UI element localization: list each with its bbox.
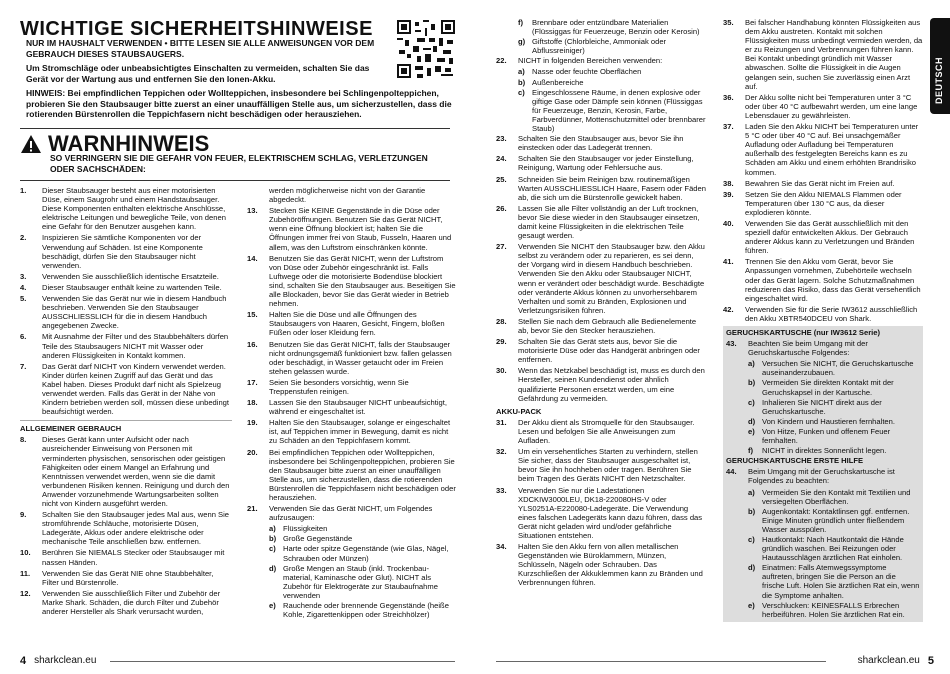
list-item (20, 332, 232, 359)
sub-item-text: Verschlucken: KEINESFALLS Erbrechen herbeiführen. Holen Sie ärztlichen Rat ein. (762, 600, 905, 619)
item-text: NICHT in folgenden Bereichen verwenden: (518, 56, 663, 66)
item-number: 2. (20, 233, 27, 243)
item-number: 6. (20, 332, 27, 342)
sub-item-letter: b) (518, 77, 526, 87)
list-item (496, 317, 706, 335)
item-text: Stecken Sie KEINE Gegenstände in die Düse oder Zubehöröffnungen. Benutzen Sie das Gerät NICHT, wenn eine Öffnung blockiert ist; halten Sie die Öffnungen immer frei von Staub, Fusseln, Haaren und allem, was den Luftstrom einschränken könnte. (269, 206, 452, 252)
list-item (20, 272, 232, 281)
sub-item-text: Von Kindern und Haustieren fernhalten. (762, 416, 895, 426)
warning-subtitle: SO VERRINGERN SIE DIE GEFAHR VON FEUER, ELEKTRISCHEM SCHLAG, VERLETZUNGEN ODER SACHSCHÄDEN: (50, 153, 428, 174)
sub-item-text: Große Gegenstände (283, 534, 353, 544)
list-item (247, 254, 457, 309)
sub-item-letter: g) (518, 37, 526, 47)
sub-item-letter: a) (518, 67, 525, 77)
sub-item-letter: e) (748, 600, 755, 610)
item-number: 37. (723, 122, 734, 132)
sub-item-text: Versuchen Sie NICHT, die Geruchskartusche auseinanderzubauen. (762, 359, 914, 378)
footer-right (858, 655, 934, 667)
item-text: Mit Ausnahme der Filter und des Staubbehälters dürfen Teile des Staubsaugers NICHT mit Wasser oder anderen Flüssigkeiten in Kontakt kommen. (42, 332, 229, 360)
sub-item-letter: b) (748, 378, 756, 388)
list-item (496, 418, 706, 445)
warning-triangle-icon (20, 134, 42, 154)
item-number: 36. (723, 92, 734, 102)
item-number: 32. (496, 447, 507, 457)
intro-note: HINWEIS: Bei empfindlichen Teppichen oder Wollteppichen, insbesondere bei Schlingenpolteppichen, probieren Sie den Staubsauger bitte zuerst an einer unauffälligen Stelle aus, um sicherzustellen, dass die rotierenden Bürstenrollen die Teppichfasern nicht beschädigen oder herausziehen. (26, 88, 452, 119)
sub-item-text: Augenkontakt: Kontaktlinsen ggf. entfernen. Einige Minuten gründlich unter fließendem Wasser ausspülen. (762, 506, 910, 534)
list-item (723, 257, 923, 302)
item-number: 29. (496, 337, 507, 347)
item-number: 14. (247, 253, 258, 263)
list-item (496, 175, 706, 202)
sub-item-text: Flüssigkeiten (283, 524, 328, 534)
sub-item-letter: c) (269, 544, 276, 554)
list-item (247, 418, 457, 445)
item-number: 21. (247, 504, 258, 514)
item-text: Bei falscher Handhabung könnten Flüssigkeiten aus dem Akku austreten. Kontakt mit solchen Flüssigkeiten muss unbedingt vermieden werden, da er zu Reizungen und Verbrennungen führen kann. Bei Kontakt unbedingt gründlich mit Wasser abwaschen. Sollte die Flüssigkeit in die Augen gelangen sein, suchen Sie zuverlässig einen Arzt auf. (745, 18, 923, 91)
item-number: 7. (20, 361, 27, 371)
list-item (20, 548, 232, 566)
page-title: WICHTIGE SICHERHEITSHINWEISE (20, 18, 373, 40)
item-number: 24. (496, 154, 507, 164)
language-label: DEUTSCH (934, 56, 944, 104)
item-number: 35. (723, 18, 734, 27)
divider (20, 180, 450, 181)
list-item (496, 204, 706, 240)
item-number: 15. (247, 310, 258, 320)
section-heading-first-aid: GERUCHSKARTUSCHE ERSTE HILFE (726, 456, 864, 466)
item-number: 19. (247, 418, 258, 428)
divider (20, 128, 450, 129)
item-text: Das Gerät darf NICHT von Kindern verwendet werden. Kinder dürfen keinen Zugriff auf das Gerät und das Kabel haben. Dieses Produkt darf nicht als Spielzeug verwendet werden. Falls das Gerät in der Nähe von Kindern betrieben werden soll, müssen diese unbedingt beaufsichtigt werden. (42, 361, 230, 417)
sub-item (726, 378, 920, 396)
sub-item-letter: d) (269, 563, 277, 573)
item-text: Verwenden Sie ausschließlich identische Ersatzteile. (42, 271, 219, 281)
list-item (20, 589, 232, 616)
sub-item-text: Vermeiden Sie den Kontakt mit Textilien und versiegelten Oberflächen. (762, 487, 911, 506)
sub-item-text: Giftstoffe (Chlorbleiche, Ammoniak oder Abflussreiniger) (532, 37, 667, 56)
language-tab (930, 18, 950, 114)
item-number: 31. (496, 417, 507, 427)
sub-item-letter: f) (518, 18, 524, 27)
item-text: Verwenden Sie für die Serie IW3612 ausschließlich den Akku XBTR540DCEU von Shark. (745, 304, 918, 323)
sub-item (496, 18, 706, 36)
sub-item (247, 564, 457, 600)
list-item (496, 242, 706, 315)
sub-item-letter: a) (269, 524, 276, 534)
sub-item-letter: b) (748, 506, 756, 516)
item-number: 10. (20, 548, 31, 558)
list-item (20, 569, 232, 587)
item-text: Um ein versehentliches Starten zu verhindern, stellen Sie sicher, dass der Staubsauger ausgeschaltet ist, bevor Sie ihn hochheben oder tragen. Berühren Sie beim Tragen des Geräts NICHT den Netzschalter. (518, 447, 698, 484)
list-item (20, 435, 232, 508)
list-item (247, 504, 457, 522)
item-number: 22. (496, 56, 507, 66)
item-number: 9. (20, 510, 27, 520)
sub-item (247, 601, 457, 619)
list-item (723, 219, 923, 255)
section-heading-battery: AKKU-PACK (496, 406, 542, 416)
sub-item-text: Außenbereiche (532, 77, 584, 87)
page-number: 5 (927, 655, 934, 667)
right-page (475, 0, 950, 674)
item-text: Halten Sie den Akku fern von allen metallischen Gegenständen wie Büroklammern, Münzen, Schlüsseln, Nägeln oder Schrauben. Das Kurzschließen der Akkuklemmen kann zu Bränden und Verbrennungen führen. (518, 542, 703, 588)
sub-item-letter: f) (748, 446, 754, 456)
sub-item-letter: c) (748, 534, 755, 544)
sub-item (247, 544, 457, 562)
column-d (723, 18, 923, 622)
item-number: 17. (247, 377, 258, 387)
column-c (496, 18, 706, 590)
sub-item-text: Brennbare oder entzündbare Materialien (Flüssiggas für Feuerzeuge, Benzin oder Kerosin) (532, 18, 700, 37)
item-text: Verwenden Sie das Gerät ausschließlich mit den speziell dafür entwickelten Akkus. Der Gebrauch anderer Akkus kann zu Verletzungen und Bränden führen. (745, 218, 915, 256)
sub-item-text: Große Mengen an Staub (inkl. Trockenbau-material, Kaminasche oder Glut). NICHT als Zubehör für Elektrogeräte zur Staubaufnahme verwenden (283, 563, 438, 600)
item-text: Der Akku dient als Stromquelle für den Staubsauger. Lesen und befolgen Sie alle Anweisungen zum Aufladen. (518, 417, 695, 446)
item-number: 13. (247, 206, 258, 216)
list-item (723, 18, 923, 91)
list-item (20, 186, 232, 231)
item-number: 20. (247, 447, 258, 457)
item-text: Bewahren Sie das Gerät nicht im Freien auf. (745, 178, 895, 188)
item-number: 38. (723, 178, 734, 188)
item-text: Verwenden Sie nur die Ladestationen XDCKIW3000LEU, DK18-220080HS-V oder YLS0251A-E220080-Ladegeräte. Die Verwendung eines falschen Ladegeräts kann dazu führen, dass das Gerät nicht geladen wird und/oder gefährliche Situationen entstehen. (518, 485, 703, 540)
sub-item-letter: a) (748, 487, 755, 497)
intro-line-2: Um Stromschläge oder unbeabsichtigtes Einschalten zu vermeiden, schalten Sie das Gerät vor der Wartung aus und entfernen Sie den Ionen-Akku. (26, 63, 370, 84)
list-item (247, 398, 457, 416)
item-text: Setzen Sie den Akku NIEMALS Flammen oder Temperaturen über 130 °C aus, da dieser explodieren könnte. (745, 189, 902, 217)
list-item (726, 339, 920, 357)
list-item (496, 154, 706, 172)
list-item (496, 337, 706, 364)
sub-item-letter: d) (748, 416, 756, 426)
list-item (247, 448, 457, 503)
item-text: Stellen Sie nach dem Gebrauch alle Bedienelemente ab, bevor Sie den Stecker herausziehen. (518, 316, 697, 335)
list-item (723, 122, 923, 177)
sub-item-letter: a) (748, 359, 755, 369)
item-text: Verwenden Sie das Gerät NIE ohne Staubbehälter, Filter und Bürstenrolle. (42, 568, 214, 587)
sub-item-text: Nasse oder feuchte Oberflächen (532, 67, 642, 77)
footer-website: sharkclean.eu (34, 655, 97, 666)
sub-item-text: Inhalieren Sie NICHT direkt aus der Geruchskartusche. (762, 397, 882, 416)
sub-item-text: Vermeiden Sie direkten Kontakt mit der Geruchskapsel in der Kartusche. (762, 378, 894, 397)
list-item (20, 362, 232, 417)
sub-item-text: Von Hitze, Funken und offenem Feuer fernhalten. (762, 426, 891, 446)
item-number: 41. (723, 257, 734, 267)
item-number: 8. (20, 435, 27, 445)
item-number: 4. (20, 282, 27, 292)
sub-item (726, 359, 920, 377)
sub-item (726, 535, 920, 562)
list-item (723, 305, 923, 323)
item-number: 12. (20, 588, 31, 598)
sub-item (726, 507, 920, 534)
item-text: Dieser Staubsauger besteht aus einer motorisierten Düse, einem Saugrohr und einem Handstaubsauger. Diese Komponenten enthalten elektrische Anschlüsse, elektrische Leitungen und bewegliche Teile, von denen eine Gefahr für den Benutzer ausgehen kann. (42, 186, 226, 232)
sub-item-letter: e) (269, 601, 276, 611)
item-number: 43. (726, 339, 737, 349)
item-number: 33. (496, 485, 507, 495)
item-text: Schalten Sie den Staubsauger jedes Mal aus, wenn Sie stromführende Schläuche, motorisierte Düsen, Ladegeräte, Akkus oder andere elektrische oder mechanische Teile anschließen bzw. entfernen. (42, 510, 230, 547)
item-text: Verwenden Sie das Gerät nur wie in diesem Handbuch beschrieben. Verwenden Sie den Staubsauger AUSSCHLIESSLICH für die in diesem Handbuch angegebenen Zwecke. (42, 294, 227, 331)
item-text: Bei empfindlichen Teppichen oder Wollteppichen, insbesondere bei Schlingenpolteppichen, probieren Sie den Staubsauger bitte zuerst an einer unauffälligen Stelle aus, um sicherzustellen, dass die rotierenden Bürstenrollen die Teppichfasern nicht beschädigen oder herausziehen. (269, 447, 456, 502)
sub-item-text: Einatmen: Falls Atemwegssymptome auftreten, bringen Sie die Person an die frische Luft. Holen Sie ärztlichen Rat ein, wenn die Symptome anhalten. (762, 563, 920, 600)
section-heading-odor: GERUCHSKARTUSCHE (nur IW3612 Serie) (726, 328, 881, 337)
item-text: Beim Umgang mit der Geruchskartusche ist Folgendes zu beachten: (748, 467, 895, 486)
page-number: 4 (20, 655, 27, 667)
item-text: Schalten Sie den Staubsauger aus, bevor Sie ihn einstecken oder das Ladegerät trennen. (518, 134, 684, 153)
warning-title: WARNHINWEIS (48, 131, 210, 156)
item-text: Verwenden Sie das Gerät NICHT, um Folgendes aufzusaugen: (269, 504, 433, 523)
list-item (247, 310, 457, 337)
item-number: 5. (20, 294, 27, 304)
item-number: 42. (723, 304, 734, 314)
sub-item-text: Harte oder spitze Gegenstände (wie Glas, Nägel, Schrauben oder Münzen) (283, 544, 449, 563)
item-text: Inspizieren Sie sämtliche Komponenten vor der Verwendung auf Schäden. Ist eine Komponente beschädigt, dürfen Sie den Staubsauger nicht verwenden. (42, 233, 203, 270)
item-number: 3. (20, 271, 27, 281)
odor-cartridge-box (723, 326, 923, 622)
list-item (20, 233, 232, 269)
item-text: Laden Sie den Akku NICHT bei Temperaturen unter 5 °C oder über 40 °C auf. Bei unsachgemäßer Aufladung oder Aufladung bei Temperaturen außerhalb des festgelegten Bereichs kann es zu Schäden am Akku und einem erhöhten Brandrisiko kommen. (745, 122, 919, 177)
list-item (247, 340, 457, 376)
item-text: Schalten Sie das Gerät stets aus, bevor Sie die motorisierte Düse oder das Handgerät anbringen oder entfernen. (518, 337, 700, 365)
sub-item-letter: d) (748, 563, 756, 573)
list-item (20, 283, 232, 292)
intro-text (26, 38, 452, 124)
sub-item (247, 534, 457, 543)
sub-item-text: Rauchende oder brennende Gegenstände (heiße Kohle, Zigarettenkippen oder Streichhölzer) (283, 601, 449, 620)
list-item (20, 294, 232, 330)
item-text: Halten Sie die Düse und alle Öffnungen des Staubsaugers von Haaren, Gesicht, Fingern, bloßen Füßen oder loser Kleidung fern. (269, 310, 445, 338)
sub-item-text: NICHT in direktes Sonnenlicht legen. (762, 446, 887, 456)
sub-item-text: Hautkontakt: Nach Hautkontakt die Hände gründlich waschen. Bei Reizungen oder Hautausschlägen ärztlichen Rat einholen. (762, 534, 904, 563)
item-text: Dieses Gerät kann unter Aufsicht oder nach ausreichender Einweisung von Personen mit verminderten physischen, sensorischen oder geistigen Fähigkeiten oder einem Mangel an Erfahrung und Kenntnissen verwendet werden, wenn sie die damit verbundenen Risiken kennen. Reinigung und durch den Anwender vorzunehmende Wartungsarbeiten sollten nicht von Kindern ausgeführt werden. (42, 435, 230, 508)
footer-rule (496, 661, 826, 662)
item-text: Halten Sie den Staubsauger, solange er eingeschaltet ist, auf Teppichen immer in Bewegung, damit es nicht zu Schäden an den Teppichfasern kommt. (269, 418, 451, 446)
item-text: Schalten Sie den Staubsauger vor jeder Einstellung, Reinigung, Wartung oder Fehlersuche aus. (518, 154, 694, 173)
list-item (496, 447, 706, 483)
sub-item-letter: c) (748, 397, 755, 407)
item-text: Lassen Sie den Staubsauger NICHT unbeaufsichtigt, während er eingeschaltet ist. (269, 398, 448, 417)
item-text: Seien Sie besonders vorsichtig, wenn Sie Treppenstufen reinigen. (269, 377, 409, 396)
footer-rule (110, 661, 455, 662)
sub-item (726, 601, 920, 619)
item-text: Verwenden Sie NICHT den Staubsauger bzw. den Akku selbst zu verändern oder zu reparieren, es sei denn, der Vorgang wird in diesem Handbuch beschrieben. Verwenden Sie den Akku oder Staubsauger NICHT, wenn er verändert oder beschädigt wurde. Beschädigte oder veränderte Akkus können zu unvorhersehbarem Verhalten und somit zu Bränden, Explosionen und Verletzungsrisiken führen. (518, 242, 705, 315)
footer-left (20, 655, 96, 667)
item-text: Berühren Sie NIEMALS Stecker oder Staubsauger mit nassen Händen. (42, 548, 225, 567)
sub-item (496, 78, 706, 87)
sub-item (247, 524, 457, 533)
item-number: 40. (723, 218, 734, 228)
item-text: Lassen Sie alle Filter vollständig an der Luft trocknen, bevor Sie diese wieder in den Staubsauger einsetzen, damit keine Flüssigkeiten in die elektrischen Teile gesaugt werden. (518, 203, 700, 241)
sub-item (496, 37, 706, 55)
item-number: 28. (496, 316, 507, 326)
sub-item (726, 563, 920, 599)
sub-item (726, 446, 920, 455)
sub-item (726, 427, 920, 445)
list-item (496, 56, 706, 65)
list-item (723, 190, 923, 217)
item-text: Benutzen Sie das Gerät NICHT, falls der Staubsauger nicht ordnungsgemäß funktioniert bzw. fallen gelassen oder beschädigt, in Wasser getaucht oder im Freien stehen gelassen wurde. (269, 339, 452, 376)
list-item (247, 206, 457, 251)
sub-item (726, 417, 920, 426)
sub-item-letter: c) (518, 87, 525, 97)
item-text: Trennen Sie den Akku vom Gerät, bevor Sie Anpassungen vornehmen, Zubehörteile wechseln oder das Gerät lagern. Solche Schutzmaßnahmen reduzieren das Risiko, dass das Gerät versehentlich eingeschaltet wird. (745, 257, 921, 303)
sub-item (496, 67, 706, 76)
continued-text: werden möglicherweise nicht von der Garantie abgedeckt. (269, 186, 426, 205)
item-number: 44. (726, 467, 737, 477)
list-item (723, 179, 923, 188)
list-item (726, 467, 920, 485)
sub-item (726, 398, 920, 416)
sub-item (726, 488, 920, 506)
list-item (496, 134, 706, 152)
column-a (20, 186, 232, 618)
item-text: Wenn das Netzkabel beschädigt ist, muss es durch den Hersteller, seinen Kundendienst oder ähnlich qualifizierte Personen ersetzt werden, um eine Gefährdung zu vermeiden. (518, 366, 705, 403)
sub-item-letter: b) (269, 534, 277, 544)
list-item (496, 486, 706, 541)
section-heading-general-use: ALLGEMEINER GEBRAUCH (20, 420, 232, 433)
item-number: 18. (247, 398, 258, 408)
sub-item-text: Eingeschlossene Räume, in denen explosive oder giftige Gase oder Dämpfe sein können (Flüssiggas für Feuerzeuge, Benzin, Kerosin, Farbe, Farbverdünner, Mottenschutzmittel oder brennbarer Staub) (532, 87, 706, 134)
item-number: 34. (496, 542, 507, 552)
sub-item (496, 88, 706, 133)
item-number: 16. (247, 339, 258, 349)
item-number: 1. (20, 186, 27, 195)
item-number: 11. (20, 568, 31, 578)
item-number: 25. (496, 174, 507, 184)
list-item (496, 366, 706, 402)
list-item (20, 510, 232, 546)
item-number: 30. (496, 366, 507, 376)
list-item (496, 542, 706, 587)
qr-code (397, 20, 455, 78)
list-item (247, 378, 457, 396)
item-number: 23. (496, 134, 507, 144)
item-number: 26. (496, 203, 507, 213)
column-b (247, 186, 457, 620)
item-number: 27. (496, 242, 507, 252)
sub-item-letter: e) (748, 426, 755, 436)
list-item (723, 93, 923, 120)
item-text: Benutzen Sie das Gerät NICHT, wenn der Luftstrom von Düse oder Zubehör eingeschränkt ist. Falls Luftwege oder die motorisierte Bodendüse blockiert sind, schalten Sie den Staubsauger aus. Beseitigen Sie alle Blockaden, bevor Sie das Gerät wieder in Betrieb nehmen. (269, 253, 456, 309)
item-text: Der Akku sollte nicht bei Temperaturen unter 3 °C oder über 40 °C aufbewahrt werden, um eine lange Lebensdauer zu gewährleisten. (745, 92, 918, 120)
intro-line-1: NUR IM HAUSHALT VERWENDEN • BITTE LESEN SIE ALLE ANWEISUNGEN VOR DEM GEBRAUCH DIESES STAUBSAUGERS. (26, 38, 375, 59)
item-number: 39. (723, 189, 734, 199)
item-text: Verwenden Sie ausschließlich Filter und Zubehör der Marke Shark. Schäden, die durch Filter und Zubehör anderer Hersteller als Shark verursacht wurden, (42, 588, 221, 617)
footer-website: sharkclean.eu (857, 655, 920, 666)
item-text: Dieser Staubsauger enthält keine zu wartenden Teile. (42, 282, 222, 292)
item-text: Beachten Sie beim Umgang mit der Geruchskartusche Folgendes: (748, 339, 868, 358)
item-text: Schneiden Sie beim Reinigen bzw. routinemäßigen Warten AUSSCHLIESSLICH Haare, Fasern oder Fäden ab, die sich um die Bürstenrolle gewickelt haben. (518, 174, 706, 202)
